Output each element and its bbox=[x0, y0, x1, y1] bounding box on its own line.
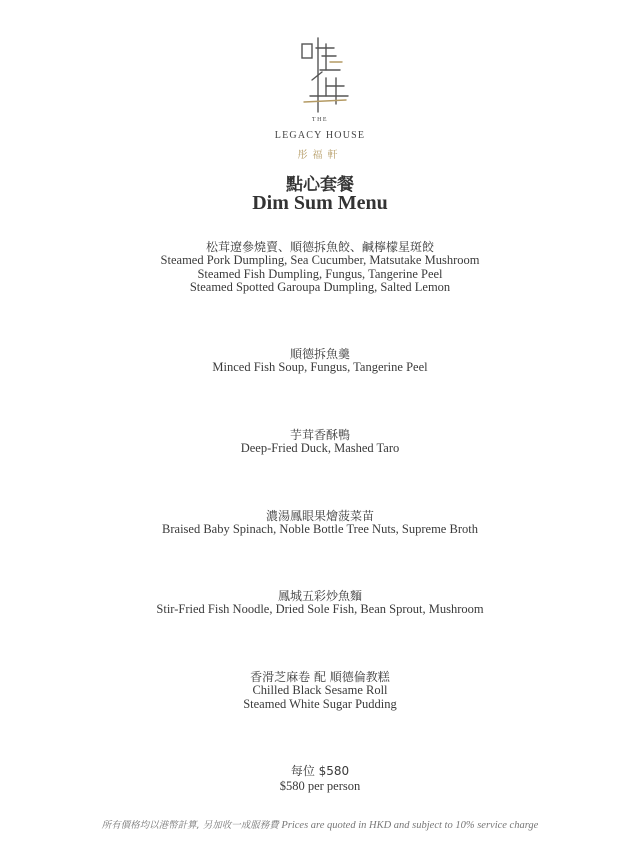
course-item bbox=[0, 347, 640, 375]
course-name-chinese: 芋茸香酥鴨 bbox=[289, 428, 350, 442]
course-item bbox=[0, 589, 640, 617]
service-charge-note bbox=[0, 817, 640, 831]
brand-name: LEGACY HOUSE bbox=[274, 130, 366, 141]
price-block bbox=[0, 764, 640, 794]
course-item bbox=[0, 428, 640, 456]
menu-title-english: Dim Sum Menu bbox=[252, 192, 388, 214]
course-name-chinese: 鳳城五彩炒魚麵 bbox=[277, 589, 362, 603]
brand-name-chinese: 彤福軒 bbox=[297, 150, 343, 161]
course-item bbox=[0, 670, 640, 711]
course-name-english: Braised Baby Spinach, Noble Bottle Tree Nuts, Supreme Broth bbox=[162, 522, 478, 536]
price-chinese: 每位 $580 bbox=[290, 764, 350, 778]
course-name-chinese: 順德拆魚羹 bbox=[289, 347, 350, 361]
course-name-english: Steamed Fish Dumpling, Fungus, Tangerine Peel bbox=[197, 266, 443, 281]
menu-title-chinese: 點心套餐 bbox=[286, 175, 354, 195]
course-name-chinese: 香滑芝麻卷 配 順德倫教糕 bbox=[250, 670, 390, 684]
course-name-english: Minced Fish Soup, Fungus, Tangerine Peel bbox=[212, 360, 428, 374]
price-english: $580 per person bbox=[279, 779, 361, 793]
course-name-english: Chilled Black Sesame Roll bbox=[252, 683, 388, 697]
course-name-chinese: 松茸遼參燒賣、順德拆魚餃、鹹檸檬星斑餃 bbox=[205, 240, 434, 254]
course-name-english: Stir-Fried Fish Noodle, Dried Sole Fish, Bean Sprout, Mushroom bbox=[156, 602, 484, 616]
course-name-english: Steamed Spotted Garoupa Dumpling, Salted Lemon bbox=[189, 280, 451, 294]
course-name-english: Steamed White Sugar Pudding bbox=[243, 696, 397, 711]
service-charge-note-english: Prices are quoted in HKD and subject to 10% service charge bbox=[281, 820, 539, 831]
course-item bbox=[0, 240, 640, 295]
course-name-english: Steamed Pork Dumpling, Sea Cucumber, Matsutake Mushroom bbox=[160, 253, 480, 267]
service-charge-note-chinese: 所有價格均以港幣計算, 另加收一成服務費 bbox=[101, 820, 279, 831]
brand-the: THE bbox=[311, 117, 329, 123]
course-item bbox=[0, 509, 640, 537]
course-name-chinese: 濃湯鳳眼果燴菠菜苗 bbox=[265, 509, 374, 523]
brand-logo-icon bbox=[296, 34, 356, 116]
course-name-english: Deep-Fried Duck, Mashed Taro bbox=[240, 441, 400, 455]
